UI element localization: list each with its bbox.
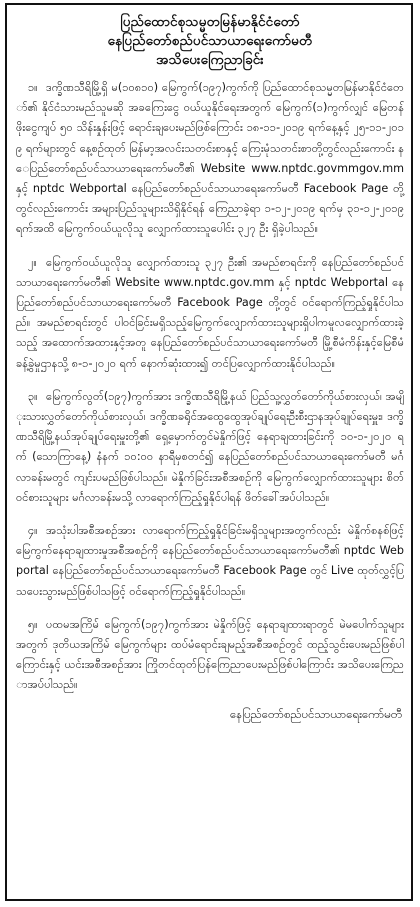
paragraph-4-number: ၄။ (28, 524, 38, 538)
paragraph-5-number: ၅။ (28, 617, 38, 631)
notice-header (16, 13, 404, 70)
paragraph-1-number: ၁။ (28, 81, 38, 94)
paragraph-4 (16, 521, 404, 602)
paragraph-1 (16, 78, 404, 240)
signature: နေပြည်တော်စည်ပင်သာယာရေးကော်မတီ (230, 706, 402, 721)
header-line-1: ပြည်ထောင်စုသမ္မတမြန်မာနိုင်ငံတော် (120, 14, 300, 30)
paragraph-5 (16, 615, 404, 696)
paragraph-4-text: အသုံးပါအစီအစဉ်အား လာရောက်ကြည့်ရှုနိုင်ခြင်းမရှိသူများအတွက်လည်း မဲနှိုက်စနစ်ဖြင့် မြေကွက်နေရာချထားမှုအစီအစဉ်ကို နေပြည်တော်စည်ပင်သာယာရေးကော်မတီ၏ nptdc Webportal နေပြည်တော်စည်ပင်သာယာရေးကော်မတီ Facebook Page တွင် Live ထုတ်လွှင့်ပြသပေးသွားမည်ဖြစ်ပါသဖြင့် ဝင်ရောက်ကြည့်ရှုနိုင်ပါသည်။ (16, 524, 404, 598)
header-line-2: နေပြည်တော်စည်ပင်သာယာရေးကော်မတီ (107, 33, 313, 49)
paragraph-2 (16, 253, 404, 374)
header-line-3: အသိပေးကြေညာခြင်း (156, 52, 264, 68)
notice-frame (5, 3, 413, 901)
paragraph-3 (16, 387, 404, 508)
paragraph-2-text: မြေကွက်ဝယ်ယူလိုသူ လျှောက်ထားသူ ၃၂၇ ဦး၏ အမည်စာရင်းကို နေပြည်တော်စည်ပင်သာယာရေးကော်မတီ၏ Website www.nptdc.gov.mm နှင့် nptdc Webportal နေပြည်တော်စည်ပင်သာယာရေးကော်မတီ Facebook Page တို့တွင် ဝင်ရောက်ကြည့်ရှုနိုင်ပါသည်။ အမည်စာရင်းတွင် ပါဝင်ခြင်းမရှိသည့်မြေကွက်လျှောက်ထားသူများရှိပါကမူလလျှောက်ထားခဲ့သည့် အထောက်အထားနှင့်အတူ နေပြည်တော်စည်ပင်သာယာရေးကော်မတီ မြို့စီမံကိန်းနှင့်မြေစီမံခန့်ခွဲမှုဌာနသို့ ၈-၁-၂၀၂၀ ရက် နောက်ဆုံးထား၍ တင်ပြလျှောက်ထားနိုင်ပါသည်။ (16, 255, 404, 370)
paragraph-2-number: ၂။ (28, 255, 37, 269)
paragraph-1-text: ဒက္ခိဏသီရိမြို့ရှိ မ(၁၀၈၁၀) မြေကွက်(၁၉၇)ကွက်ကို ပြည်ထောင်စုသမ္မတမြန်မာနိုင်ငံတော်၏ နိုင်ငံသားမည်သူမဆို အခကြေးငွေ ဝယ်ယူနိုင်ရေးအတွက် မြေကွက်(၁)ကွက်လျှင် မြေတန်ဖိုးငွေကျပ် ၅၀ သိန်းနှုန်းဖြင့် ရောင်းချပေးမည်ဖြစ်ကြောင်း ၁၈-၁၁-၂၀၁၉ ရက်နေ့နှင့် ၂၅-၁၁-၂၀၁၉ ရက်များတွင် နေ့စဉ်ထုတ် မြန်မာ့အလင်းသတင်းစာနှင့် ကြေးမုံသတင်းစာတို့တွင်လည်းကောင်း နေပြည်တော်စည်ပင်သာယာရေးကော်မတီ၏ Website www.nptdc.govmmgov.mm နှင့် nptdc Webportal နေပြည်တော်စည်ပင်သာယာရေးကော်မတီ Facebook Page တို့တွင်လည်းကောင်း အများပြည်သူများသိရှိနိုင်ရန် ကြေညာခဲ့ရာ ၁-၁၂-၂၀၁၉ ရက်မှ ၃၁-၁၂-၂၀၁၉ ရက်အထိ မြေကွက်ဝယ်ယူလိုသူ လျှောက်ထားသူပေါင်း ၃၂၇ ဦး ရှိခဲ့ပါသည်။ (16, 81, 404, 236)
paragraph-5-text: ပထမအကြိမ် မြေကွက်(၁၉၇)ကွက်အား မဲနှိုက်ဖြင့် နေရာချထားရာတွင် မဲမပေါက်သူများအတွက် ဒုတိယအကြိမ် မြေကွက်များ ထပ်မံရောင်းချမည့်အစီအစဉ်တွင် ထည့်သွင်းပေးမည်ဖြစ်ပါကြောင်းနှင့် ယင်းအစီအစဉ်အား ကြိုတင်ထုတ်ပြန်ကြေညာပေးမည်ဖြစ်ပါကြောင်း အသိပေးကြေညာအပ်ပါသည်။ (16, 617, 404, 692)
paragraph-3-number: ၃။ (28, 389, 38, 403)
paragraph-3-text: မြေကွက်လွတ်(၁၉၇)ကွက်အား ဒက္ခိဏသီရိမြို့နယ် ပြည်သူ့လွှတ်တော်ကိုယ်စားလှယ်၊ အမျိုးသားလွှတ်တော်ကိုယ်စားလှယ်၊ ဒက္ခိဏခရိုင်အထွေထွေအုပ်ချုပ်ရေးဦးစီးဌာနအုပ်ချုပ်ရေးမှူး၊ ဒက္ခိဏသီရိမြို့နယ်အုပ်ချုပ်ရေးမှူးတို့၏ ရှေ့မှောက်တွင်မဲနှိုက်ဖြင့် နေရာချထားခြင်းကို ၁၀-၁-၂၀၂၀ ရက် (သောကြာနေ့) နံနက် ၁၀:၀၀ နာရီမှစတင်၍ နေပြည်တော်စည်ပင်သာယာရေးကော်မတီ မင်္ဂလာခန်းမတွင် ကျင်းပမည်ဖြစ်ပါသည်။ မဲနှိုက်ခြင်းအစီအစဉ်ကို မြေကွက်လျှောက်ထားသူများ စိတ်ဝင်စားသူများ မင်္ဂလာခန်းမသို့ လာရောက်ကြည့်ရှုနိုင်ပါရန် ဖိတ်ခေါ်အပ်ပါသည်။ (16, 389, 404, 504)
